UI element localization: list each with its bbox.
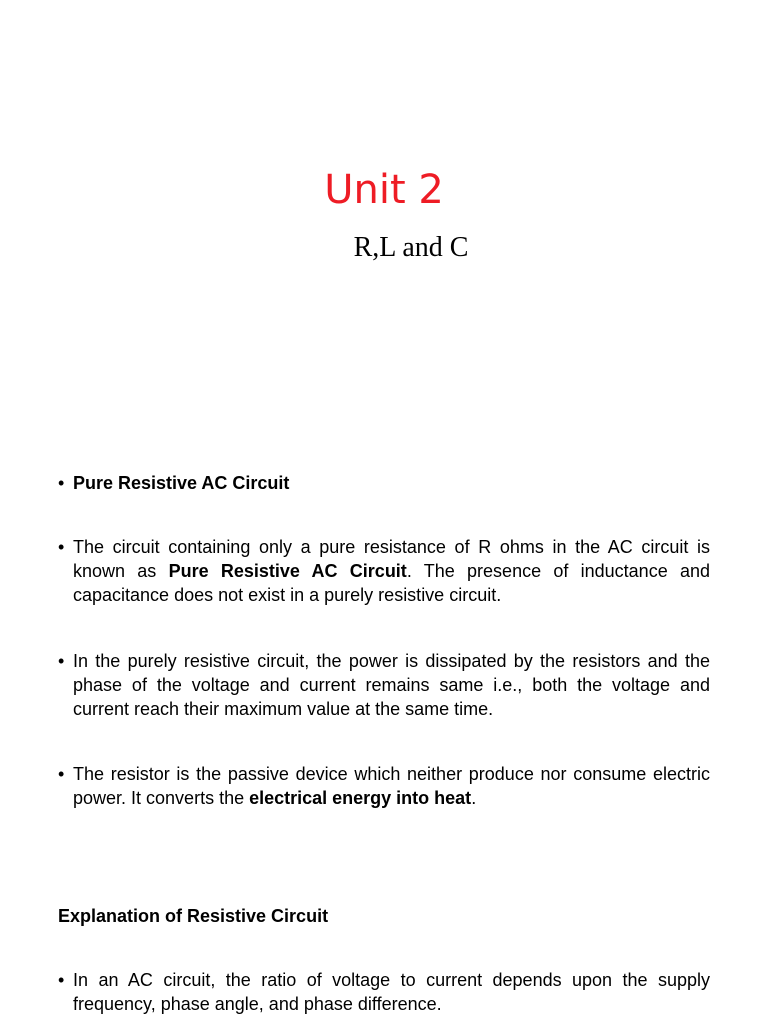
bullet-pure-resistive-heading (58, 471, 710, 495)
bullet-definition (58, 535, 710, 607)
bullet-resistor-passive (58, 762, 710, 810)
text-run: The circuit containing only a pure resistance of R ohms in the AC circuit is known as (73, 537, 710, 581)
bullet-ac-ratio (58, 968, 710, 1016)
bullet-text (73, 535, 710, 607)
slide-title: Unit 2 (324, 167, 444, 213)
text-run: . The presence of inductance and capacitance does not exist in a purely resistive circuit. (73, 561, 711, 605)
bullet-text: In an AC circuit, the ratio of voltage to current depends upon the supply frequency, phase angle, and phase difference. (73, 970, 710, 1014)
bullet-power-dissipation (58, 649, 710, 721)
bullet-dot-icon: • (58, 764, 65, 784)
text-run: The resistor is the passive device which neither produce nor consume electric power. It converts the (73, 764, 710, 808)
section-heading: Explanation of Resistive Circuit (58, 906, 329, 926)
bold-term: Pure Resistive AC Circuit (168, 561, 407, 581)
bullet-dot-icon: • (58, 651, 65, 671)
bullet-text: Pure Resistive AC Circuit (73, 473, 290, 493)
bullet-dot-icon: • (58, 537, 65, 557)
text-run: . (471, 788, 477, 808)
bullet-text: In the purely resistive circuit, the power is dissipated by the resistors and the phase of the voltage and current remains same i.e., both the voltage and current reach their maximum value at the same time. (73, 651, 710, 719)
bullet-dot-icon: • (58, 970, 65, 990)
bold-term: electrical energy into heat (249, 788, 472, 808)
slide-subtitle: R,L and C (353, 232, 469, 263)
bullet-text (73, 762, 710, 810)
bullet-dot-icon: • (58, 473, 65, 493)
